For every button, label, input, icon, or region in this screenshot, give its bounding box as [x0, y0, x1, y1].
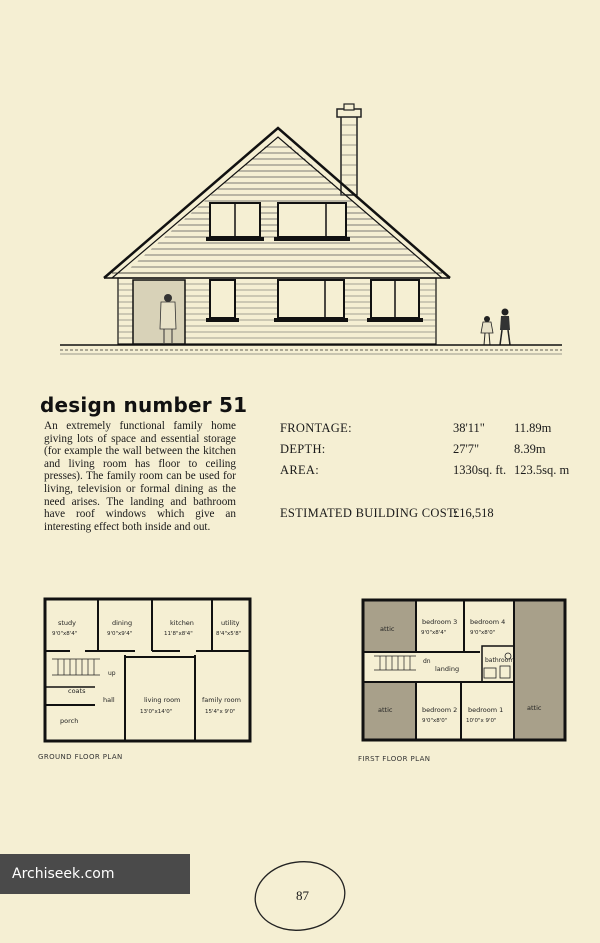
study-label: study	[58, 619, 77, 627]
attic-left-upper-label: attic	[380, 625, 395, 633]
depth-metric: 8.39m	[514, 442, 546, 456]
depth-label: DEPTH:	[280, 442, 326, 456]
living-room-size: 13'0"x14'0"	[140, 709, 173, 715]
stair-up-label: up	[108, 670, 116, 677]
utility-label: utility	[221, 619, 240, 627]
area-imperial: 1330sq. ft.	[453, 463, 507, 477]
landing-label: landing	[435, 665, 460, 673]
design-description: An extremely functional family home giving lots of space and essential storage (for example the wall between the kitchen and living room has floor to ceiling presses). The family room can be used for living, television or formal dining as the need arises. The landing and bathroom have roof windows which give an interesting effect both inside and out.	[44, 420, 236, 533]
living-room-label: living room	[144, 696, 181, 704]
ground-floor-plan	[40, 595, 255, 745]
hall-label: hall	[103, 696, 115, 704]
bedroom-4-label: bedroom 4	[470, 618, 506, 626]
attic-right-label: attic	[527, 704, 542, 712]
bathroom-label: bathroom	[485, 657, 515, 664]
page-number: 87	[296, 888, 309, 903]
coats-label: coats	[68, 687, 86, 695]
first-floor-plan	[360, 596, 570, 746]
dining-label: dining	[112, 619, 133, 627]
dining-size: 9'0"x9'4"	[107, 631, 133, 637]
cost-label: ESTIMATED BUILDING COST:	[280, 506, 459, 520]
frontage-imperial: 38'11"	[453, 421, 485, 435]
first-floor-caption: FIRST FLOOR PLAN	[358, 755, 431, 763]
porch-label: porch	[60, 717, 79, 725]
attic-left-lower-label: attic	[378, 706, 393, 714]
stair-down-label: dn	[423, 658, 431, 665]
ground-floor-caption: GROUND FLOOR PLAN	[38, 753, 123, 761]
kitchen-size: 11'8"x8'4"	[164, 631, 193, 637]
bedroom-1-label: bedroom 1	[468, 706, 504, 714]
cost-value: £16,518	[453, 506, 494, 520]
bedroom-3-label: bedroom 3	[422, 618, 458, 626]
bedroom-2-size: 9'0"x8'0"	[422, 718, 448, 724]
frontage-label: FRONTAGE:	[280, 421, 352, 435]
kitchen-label: kitchen	[170, 619, 194, 627]
area-label: AREA:	[280, 463, 319, 477]
bedroom-3-size: 9'0"x8'4"	[421, 630, 447, 636]
frontage-metric: 11.89m	[514, 421, 552, 435]
depth-imperial: 27'7"	[453, 442, 480, 456]
house-elevation-drawing	[0, 95, 600, 365]
family-room-label: family room	[202, 696, 241, 704]
utility-size: 8'4"x5'8"	[216, 631, 242, 637]
bedroom-1-size: 10'0"x 9'0"	[466, 718, 497, 724]
bedroom-4-size: 9'0"x8'0"	[470, 630, 496, 636]
study-size: 9'0"x8'4"	[52, 631, 78, 637]
bedroom-2-label: bedroom 2	[422, 706, 458, 714]
design-title: design number 51	[40, 393, 248, 417]
area-metric: 123.5sq. m	[514, 463, 570, 477]
family-room-size: 15'4"x 9'0"	[205, 709, 236, 715]
watermark-banner: Archiseek.com	[0, 854, 190, 894]
